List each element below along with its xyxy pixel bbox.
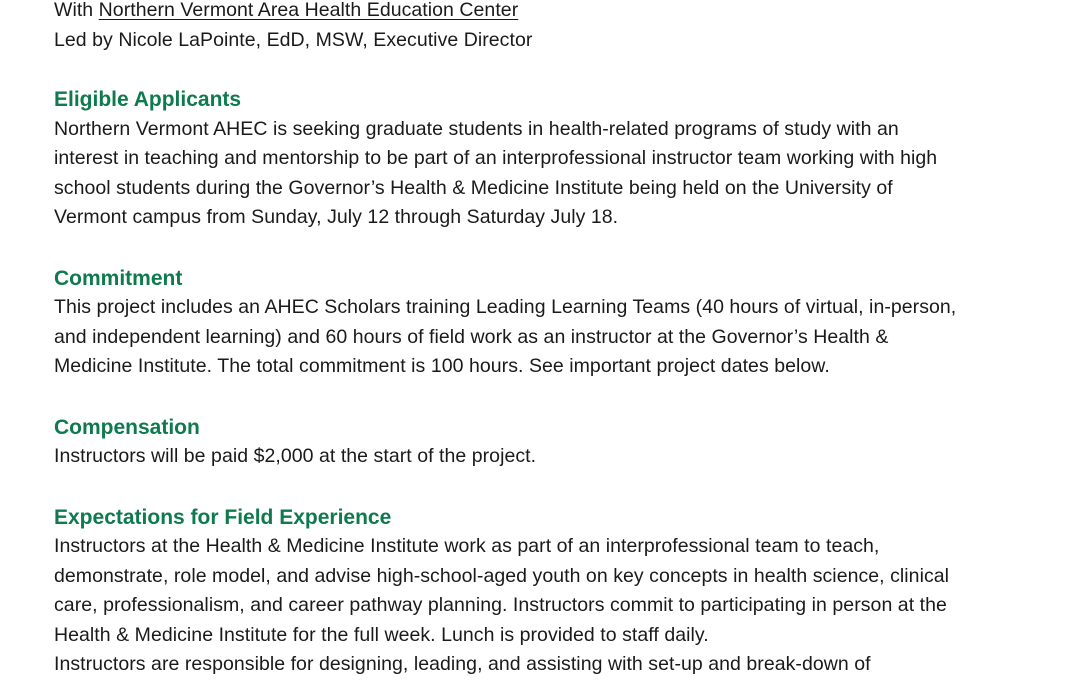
section-eligible-applicants [54, 85, 1044, 233]
organization-link[interactable]: Northern Vermont Area Health Education Center [98, 0, 519, 21]
paragraph-line: Northern Vermont AHEC is seeking graduate students in health-related programs of study with an [54, 117, 899, 140]
paragraph-line: Vermont campus from Sunday, July 12 through Saturday July 18. [54, 206, 619, 228]
paragraph-line: Instructors at the Health & Medicine Institute work as part of an interprofessional team to teach, [54, 535, 880, 557]
paragraph-line: interest in teaching and mentorship to be part of an interprofessional instructor team working with high [54, 147, 938, 169]
paragraph-line: This project includes an AHEC Scholars training Leading Learning Teams (40 hours of virtual, in-person, [54, 296, 957, 318]
with-prefix: With [54, 0, 99, 21]
section-heading: Commitment [54, 266, 183, 290]
paragraph-line: Instructors are responsible for designing, leading, and assisting with set-up and break-down of [54, 653, 871, 675]
paragraph-line: and independent learning) and 60 hours of field work as an instructor at the Governor’s Health & [54, 325, 889, 348]
led-by-line: Led by Nicole LaPointe, EdD, MSW, Executive Director [54, 28, 533, 51]
organization-line [54, 0, 1044, 26]
paragraph-line: Medicine Institute. The total commitment is 100 hours. See important project dates below. [54, 355, 830, 377]
section-heading: Compensation [54, 415, 200, 439]
section-heading: Eligible Applicants [54, 88, 242, 111]
paragraph-line: school students during the Governor’s Health & Medicine Institute being held on the University of [54, 176, 893, 199]
paragraph-line: care, professionalism, and career pathway planning. Instructors commit to participating in person at the [54, 594, 947, 616]
section-expectations [54, 503, 1044, 680]
paragraph-line: demonstrate, role model, and advise high-school-aged youth on key concepts in health science, clinical [54, 564, 950, 587]
section-heading: Expectations for Field Experience [54, 505, 392, 529]
document-page [54, 0, 1044, 680]
paragraph-line: Instructors will be paid $2,000 at the start of the project. [54, 445, 537, 467]
section-compensation [54, 413, 1044, 472]
paragraph-line: Health & Medicine Institute for the full week. Lunch is provided to staff daily. [54, 623, 709, 646]
section-commitment [54, 264, 1044, 382]
